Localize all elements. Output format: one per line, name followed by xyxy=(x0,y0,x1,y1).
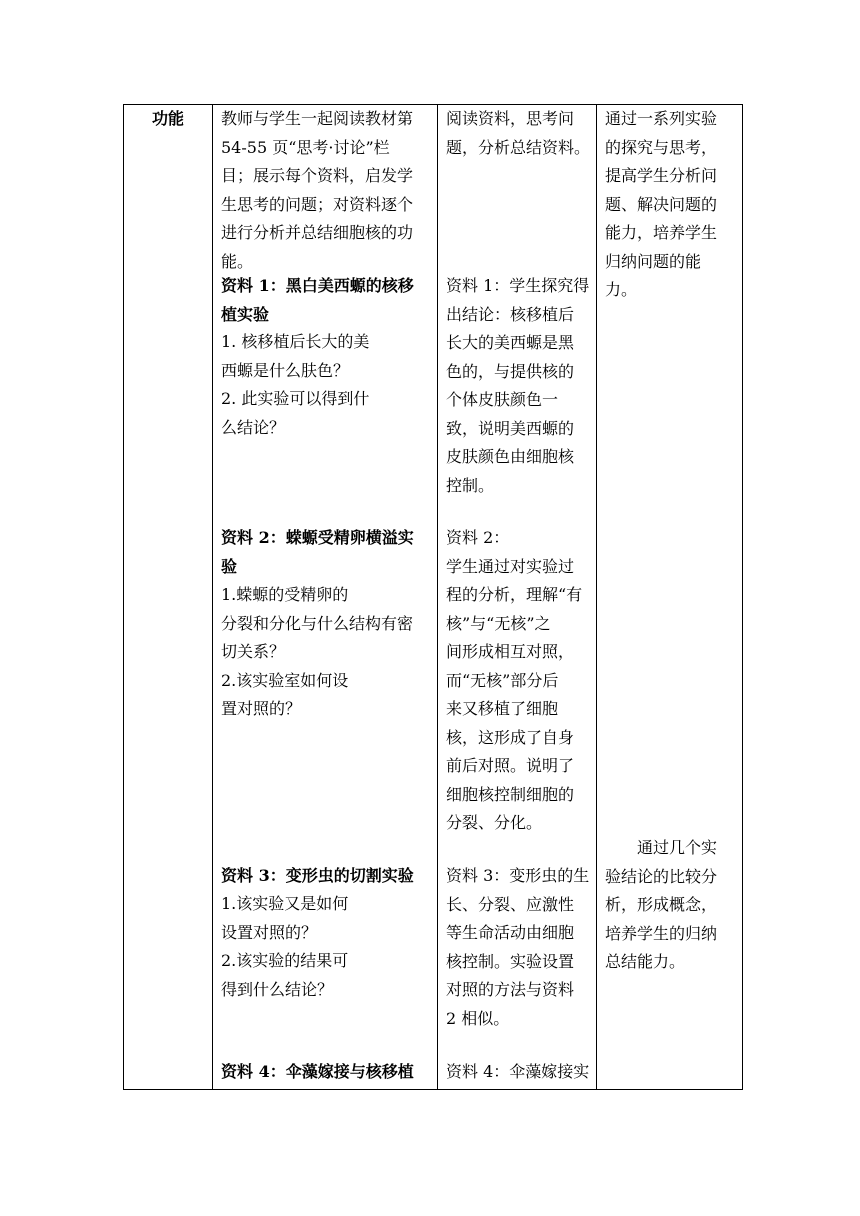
text-line: 资料 2： xyxy=(446,528,510,547)
text-line: 题，分析总结资料。 xyxy=(446,137,591,157)
table-row xyxy=(124,105,743,1090)
text-line: 能。 xyxy=(221,251,254,271)
text-line: 得到什么结论？ xyxy=(221,979,334,999)
text-line: 学生通过对实验过 xyxy=(446,556,575,576)
text-line: 教师与学生一起阅读教材第 xyxy=(221,109,414,128)
text-line: 皮肤颜色由细胞核 xyxy=(446,447,575,466)
text-line: 验 xyxy=(221,556,238,576)
student-material-3 xyxy=(446,862,592,1033)
text-line: 么结论？ xyxy=(221,417,286,437)
text-line: 间形成相互对照， xyxy=(446,642,575,661)
text-line: 资料 4：伞藻嫁接实 xyxy=(446,1062,590,1081)
text-line: 置对照的？ xyxy=(221,699,302,718)
text-line: 核，这形成了自身 xyxy=(446,727,575,747)
student-material-1 xyxy=(446,272,592,500)
text-line: 1.该实验又是如何 xyxy=(221,894,349,913)
student-activity-cell xyxy=(438,105,597,1090)
text-line: 能力，培养学生 xyxy=(605,223,718,242)
text-line: 验结论的比较分 xyxy=(605,866,718,886)
text-line: 生思考的问题；对资料逐个 xyxy=(221,194,414,214)
text-line: 资料 1：学生探究得 xyxy=(446,276,590,295)
text-line: 细胞核控制细胞的 xyxy=(446,784,575,804)
text-line: 资料 3：变形虫的切割实验 xyxy=(221,866,414,885)
text-line: 2. 此实验可以得到什 xyxy=(221,389,370,408)
text-line: 西螈是什么肤色？ xyxy=(221,360,350,380)
text-line: 前后对照。说明了 xyxy=(446,756,575,775)
text-line: 通过几个实 xyxy=(605,838,718,857)
student-material-2 xyxy=(446,524,592,838)
text-line: 长、分裂、应激性 xyxy=(446,894,575,914)
text-line: 而“无核”部分后 xyxy=(446,670,559,690)
text-line: 题、解决问题的 xyxy=(605,194,718,214)
text-line: 2 相似。 xyxy=(446,1008,510,1028)
text-line: 资料 4：伞藻嫁接与核移植 xyxy=(221,1062,414,1081)
text-line: 出结论：核移植后 xyxy=(446,304,575,324)
intent-b xyxy=(605,834,738,977)
text-line: 1.蝾螈的受精卵的 xyxy=(221,585,349,604)
row-label-cell xyxy=(124,105,213,1090)
material-3-title xyxy=(221,862,433,891)
text-line: 的探究与思考， xyxy=(605,137,718,157)
text-line: 核控制。实验设置 xyxy=(446,951,575,971)
text-line: 程的分析，理解“有 xyxy=(446,585,583,604)
text-line: 目；展示每个资料，启发学 xyxy=(221,166,414,185)
text-line: 分裂、分化。 xyxy=(446,813,543,832)
teacher-activity-cell xyxy=(213,105,438,1090)
text-line: 进行分析并总结细胞核的功 xyxy=(221,223,414,242)
lesson-table xyxy=(123,104,743,1090)
text-line: 阅读资料，思考问 xyxy=(446,109,575,128)
material-1-questions xyxy=(221,328,433,442)
material-2-questions xyxy=(221,581,433,724)
text-line: 2.该实验室如何设 xyxy=(221,670,349,690)
material-3-questions xyxy=(221,890,433,1004)
text-line: 分裂和分化与什么结构有密 xyxy=(221,613,414,633)
student-intro xyxy=(446,105,592,162)
text-line: 54-55 页“思考·讨论”栏 xyxy=(221,137,390,157)
text-line: 提高学生分析问 xyxy=(605,166,718,185)
text-line: 等生命活动由细胞 xyxy=(446,923,575,942)
text-line: 致，说明美西螈的 xyxy=(446,418,575,438)
text-line: 设置对照的？ xyxy=(221,922,318,942)
text-line: 归纳问题的能 xyxy=(605,251,702,271)
text-line: 对照的方法与资料 xyxy=(446,980,575,999)
text-line: 切关系？ xyxy=(221,642,286,661)
text-line: 来又移植了细胞 xyxy=(446,699,559,718)
text-line: 控制。 xyxy=(446,475,495,495)
text-line: 核”与“无核”之 xyxy=(446,613,551,633)
text-line: 2.该实验的结果可 xyxy=(221,951,349,970)
text-line: 总结能力。 xyxy=(605,952,686,971)
material-2-title xyxy=(221,524,433,581)
text-line: 1. 核移植后长大的美 xyxy=(221,332,370,351)
intent-a xyxy=(605,105,738,305)
text-line: 资料 2：蝾螈受精卵横溢实 xyxy=(221,528,414,547)
text-line: 色的，与提供核的 xyxy=(446,361,575,381)
text-line: 资料 1：黑白美西螈的核移 xyxy=(221,276,414,295)
text-line: 通过一系列实验 xyxy=(605,109,718,128)
material-1-title xyxy=(221,272,433,329)
text-line: 植实验 xyxy=(221,304,270,324)
row-label: 功能 xyxy=(151,109,184,128)
text-line: 力。 xyxy=(605,280,638,299)
material-4-title xyxy=(221,1058,433,1087)
student-material-4 xyxy=(446,1058,592,1087)
text-line: 资料 3：变形虫的生 xyxy=(446,866,590,885)
teacher-intro xyxy=(221,105,433,276)
text-line: 个体皮肤颜色一 xyxy=(446,390,559,409)
text-line: 长大的美西螈是黑 xyxy=(446,333,575,352)
text-line: 培养学生的归纳 xyxy=(605,923,718,943)
text-line: 析，形成概念， xyxy=(605,895,718,914)
design-intent-cell xyxy=(597,105,743,1090)
